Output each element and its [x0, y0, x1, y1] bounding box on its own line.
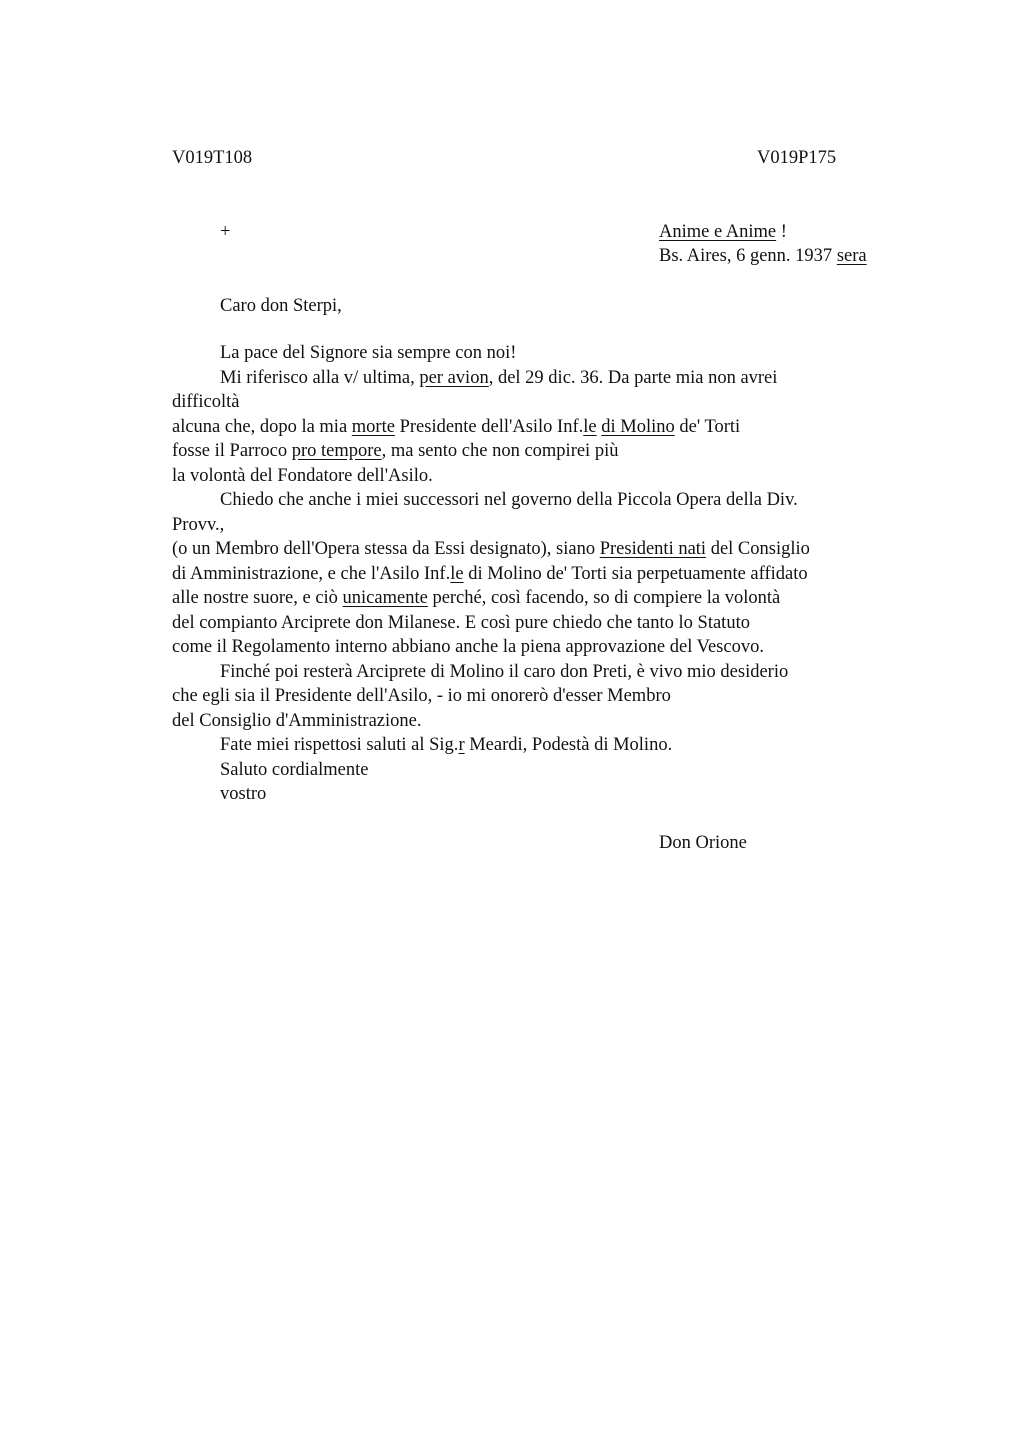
body-text-segment: (o un Membro dell'Opera stessa da Essi designato), siano	[172, 539, 600, 559]
underlined-text: per avion	[419, 367, 489, 388]
body-text-segment: de' Torti	[674, 416, 741, 437]
body-text-segment: Meardi, Podestà di Molino.	[464, 735, 673, 755]
body-text-segment: , del 29 dic. 36. Da parte mia non avrei	[488, 367, 778, 388]
motto-suffix: !	[776, 222, 787, 242]
body-text-segment: alle nostre suore, e ciò	[172, 588, 343, 608]
body-text-segment: difficoltà	[172, 392, 240, 412]
body-text-segment: Presidente dell'Asilo Inf.	[394, 416, 584, 437]
document-code-right: V019P175	[757, 148, 837, 168]
salutation: Caro don Sterpi,	[220, 296, 342, 316]
dateline-text: Bs. Aires, 6 genn. 1937	[659, 246, 837, 266]
body-text-segment: Provv.,	[172, 514, 225, 535]
motto-underlined: Anime e Anime	[659, 222, 777, 242]
body-line	[172, 515, 892, 540]
dateline	[659, 244, 867, 269]
body-line	[172, 466, 892, 491]
letter-body	[172, 343, 892, 809]
body-line	[172, 784, 892, 809]
body-line	[172, 588, 892, 613]
body-line	[172, 392, 892, 417]
cross-mark: +	[220, 222, 231, 242]
body-line	[172, 735, 892, 760]
body-text-segment: del compianto Arciprete don Milanese. E così pure chiedo che tanto lo Statuto	[172, 612, 750, 633]
body-text-segment: che egli sia il Presidente dell'Asilo, - io mi onorerò d'esser Membro	[172, 686, 671, 706]
underlined-text: unicamente	[342, 588, 428, 608]
document-code-left: V019T108	[172, 148, 253, 168]
underlined-text: morte	[351, 416, 395, 437]
body-text-segment: Fate miei rispettosi saluti al Sig.	[220, 735, 459, 755]
body-text-segment: fosse il Parroco	[172, 441, 292, 461]
motto	[659, 220, 787, 245]
body-line	[172, 686, 892, 711]
body-text-segment: alcuna che, dopo la mia	[172, 416, 352, 437]
signature: Don Orione	[659, 833, 747, 853]
body-text-segment: Finché poi resterà Arciprete di Molino il caro don Preti, è vivo mio desiderio	[220, 661, 789, 682]
underlined-text: pro tempore	[291, 441, 382, 461]
body-text-segment: Mi riferisco alla v/ ultima,	[220, 367, 420, 388]
body-line	[172, 637, 892, 662]
body-text-segment: la volontà del Fondatore dell'Asilo.	[172, 465, 433, 486]
body-text-segment: di Amministrazione, e che l'Asilo Inf.	[172, 563, 451, 584]
body-line	[172, 490, 892, 515]
body-text-segment: , ma sento che non compirei più	[381, 441, 619, 461]
body-text-segment: di Molino de' Torti sia perpetuamente affidato	[463, 563, 808, 584]
body-text-segment: del Consiglio d'Amministrazione.	[172, 710, 422, 731]
body-line	[172, 417, 892, 442]
underlined-text: r	[458, 735, 465, 755]
body-line	[172, 564, 892, 589]
underlined-text: di Molino	[601, 416, 675, 437]
body-line	[172, 613, 892, 638]
body-text-segment: perché, così facendo, so di compiere la volontà	[427, 588, 781, 608]
body-text-segment: vostro	[220, 784, 267, 804]
body-text-segment: La pace del Signore sia sempre con noi!	[220, 343, 517, 363]
body-line	[172, 539, 892, 564]
underlined-text: Presidenti nati	[599, 539, 707, 559]
body-line	[172, 711, 892, 736]
body-line	[172, 441, 892, 466]
underlined-text: le	[583, 416, 597, 437]
body-text-segment: come il Regolamento interno abbiano anche la piena approvazione del Vescovo.	[172, 637, 764, 657]
body-line	[172, 760, 892, 785]
body-text-segment: Chiedo che anche i miei successori nel governo della Piccola Opera della Div.	[220, 490, 798, 510]
body-line	[172, 368, 892, 393]
dateline-underlined: sera	[836, 246, 867, 266]
body-line	[172, 662, 892, 687]
body-text-segment: Saluto cordialmente	[220, 759, 369, 780]
underlined-text: le	[450, 563, 464, 584]
body-text-segment: del Consiglio	[706, 539, 810, 559]
body-line	[172, 343, 892, 368]
